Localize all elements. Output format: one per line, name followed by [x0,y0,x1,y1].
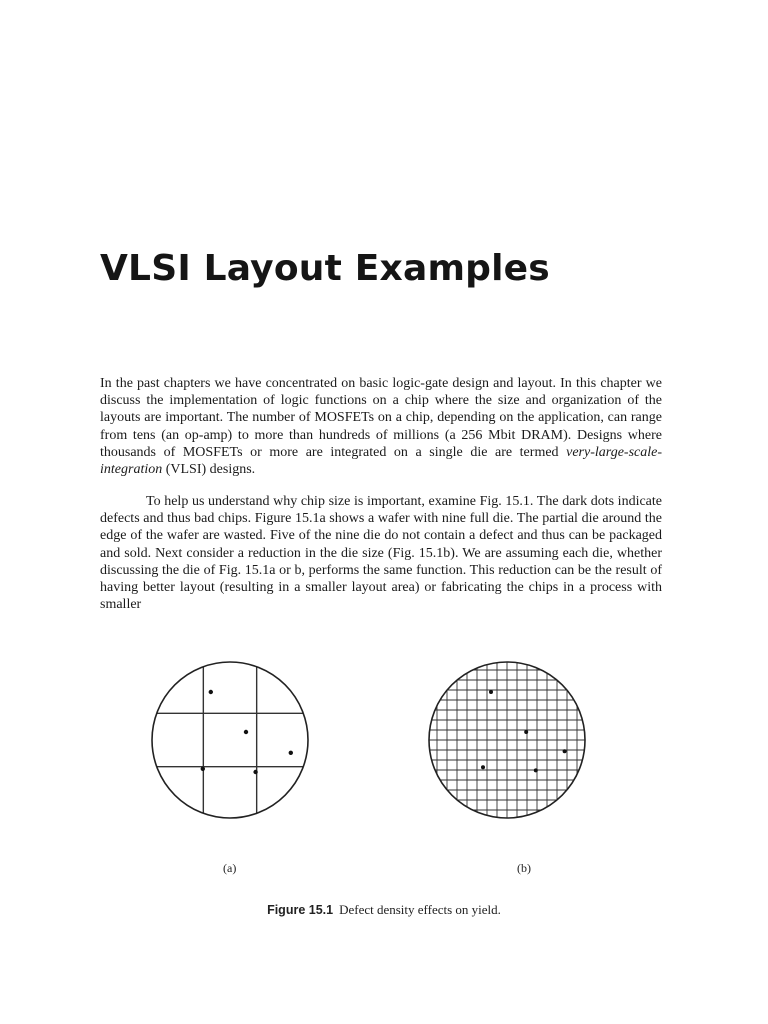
defect-dot [209,690,213,694]
wafer-grid-a [150,660,310,820]
defect-dot [534,768,538,772]
figure-label-a: (a) [223,861,237,875]
figure-caption [0,902,768,918]
defects-a [201,690,293,774]
figure-caption-number: Figure 15.1 [267,903,334,917]
defect-dot [563,749,567,753]
figure-caption-text: Defect density effects on yield. [339,902,501,917]
defect-dot [524,730,528,734]
defect-dot [244,730,248,734]
chip-size-paragraph [100,493,662,613]
intro-text-end: (VLSI) designs. [162,462,256,478]
wafer-diagram-b [427,660,587,820]
defect-dot [253,770,257,774]
wafer-diagram-a [150,660,310,820]
defect-dot [289,751,293,755]
defect-dot [201,767,205,771]
chapter-title: VLSI Layout Examples [100,248,550,289]
defect-dot [481,765,485,769]
intro-paragraph [100,375,662,478]
wafer-outline-a [152,662,308,818]
intro-text-start: In the past chapters we have concentrated on basic logic-gate design and layout. In this chapter we discuss the implementation of logic functions on a chip where the size and organization of the layouts are important. The number of MOSFETs on a chip, depending on the application, can range from tens (an op-amp) to more than hundreds of millions (a 256 Mbit DRAM). Designs where thousands of MOSFETs or more are integrated on a single die are termed [100,376,662,460]
figure-label-b: (b) [517,861,531,875]
wafer-grid-b [427,660,587,820]
defect-dot [489,690,493,694]
vlsi-term: very-large-scale-integration [100,444,662,478]
chip-size-text: To help us understand why chip size is important, examine Fig. 15.1. The dark dots indicate defects and thus bad chips. Figure 15.1a shows a wafer with nine full die. The partial die around the edge of the wafer are wasted. Five of the nine die do not contain a defect and thus can be packaged and sold. Next consider a reduction in the die size (Fig. 15.1b). We are assuming each die, whether discussing the die of Fig. 15.1a or b, performs the same function. This reduction can be the result of having better layout (resulting in a smaller layout area) or fabricating the chips in a process with smaller [100,494,662,613]
